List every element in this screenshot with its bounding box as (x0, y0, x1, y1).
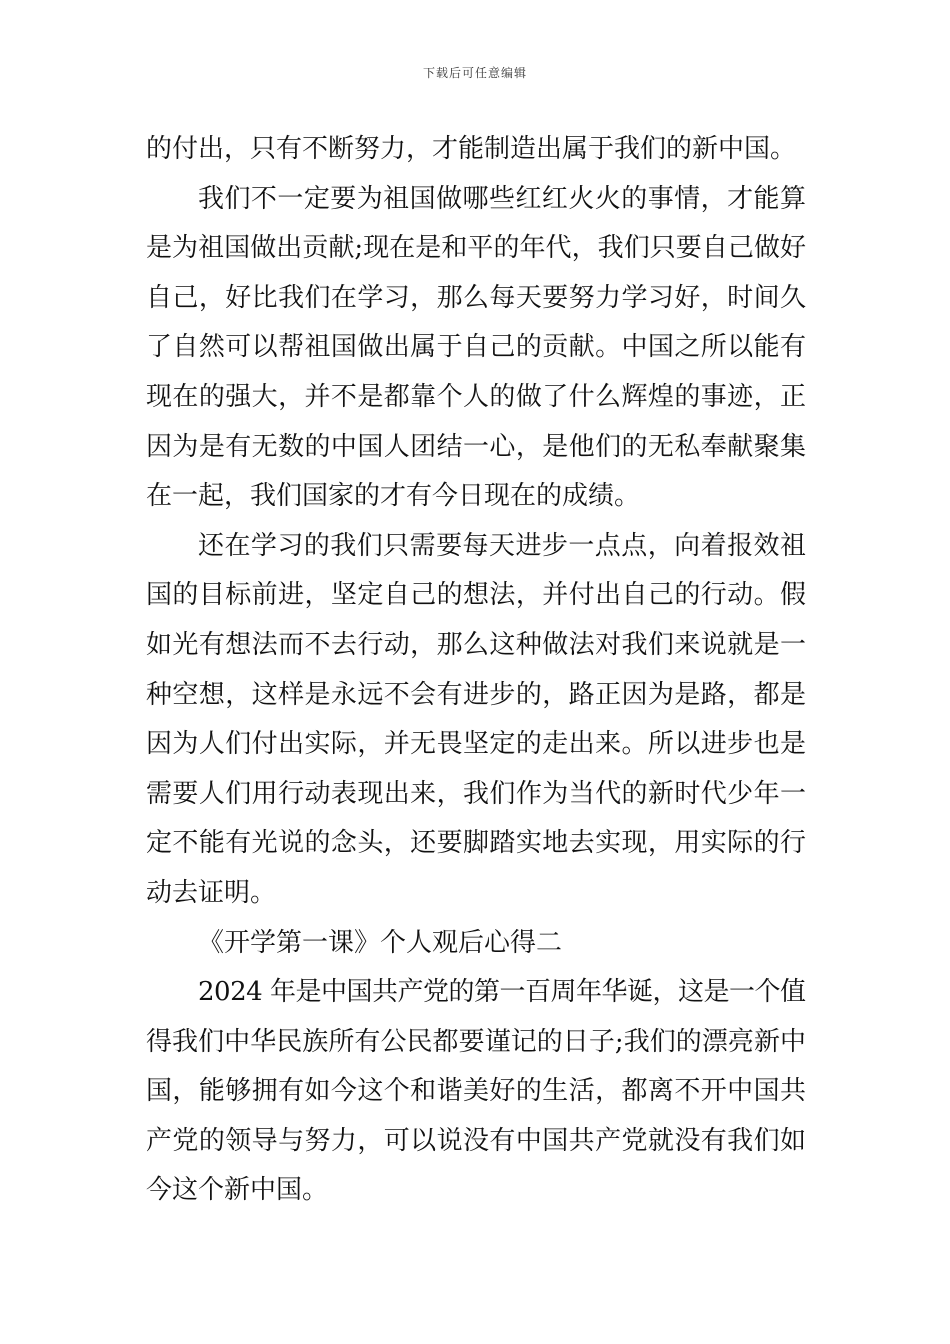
text-line: 需要人们用行动表现出来，我们作为当代的新时代少年一 (146, 778, 807, 809)
text-line: 国的目标前进，坚定自己的想法，并付出自己的行动。假 (146, 580, 807, 611)
text-line: 今这个新中国。 (146, 1175, 329, 1206)
document-body (146, 125, 806, 1216)
text-line: 动去证明。 (146, 877, 277, 908)
text-line: 《开学第一课》个人观后心得二 (198, 927, 563, 958)
text-line: 现在的强大，并不是都靠个人的做了什么辉煌的事迹，正 (146, 381, 807, 412)
text-line: 还在学习的我们只需要每天进步一点点，向着报效祖 (198, 530, 807, 561)
text-line: 的付出，只有不断努力，才能制造出属于我们的新中国。 (146, 134, 797, 164)
text-line: 种空想，这样是永远不会有进步的，路正因为是路，都是 (146, 679, 807, 710)
text-line: 国，能够拥有如今这个和谐美好的生活，都离不开中国共 (146, 1076, 807, 1107)
text-line: 定不能有光说的念头，还要脚踏实地去实现，用实际的行 (146, 828, 807, 859)
text-line: 我们不一定要为祖国做哪些红红火火的事情，才能算 (198, 183, 807, 214)
page-header-note: 下载后可任意编辑 (422, 66, 527, 80)
text-line: 是为祖国做出贡献;现在是和平的年代，我们只要自己做好 (146, 233, 807, 264)
text-line: 如光有想法而不去行动，那么这种做法对我们来说就是一 (146, 629, 807, 660)
text-line: 得我们中华民族所有公民都要谨记的日子;我们的漂亮新中 (146, 1026, 807, 1057)
text-line: 2024 年是中国共产党的第一百周年华诞，这是一个值 (198, 977, 806, 1008)
text-line: 产党的领导与努力，可以说没有中国共产党就没有我们如 (146, 1125, 807, 1156)
text-line: 自己，好比我们在学习，那么每天要努力学习好，时间久 (146, 282, 807, 313)
text-line: 因为人们付出实际，并无畏坚定的走出来。所以进步也是 (146, 729, 807, 760)
text-line: 了自然可以帮祖国做出属于自己的贡献。中国之所以能有 (146, 332, 807, 363)
text-line: 在一起，我们国家的才有今日现在的成绩。 (146, 481, 641, 512)
text-line: 因为是有无数的中国人团结一心，是他们的无私奉献聚集 (146, 431, 807, 462)
